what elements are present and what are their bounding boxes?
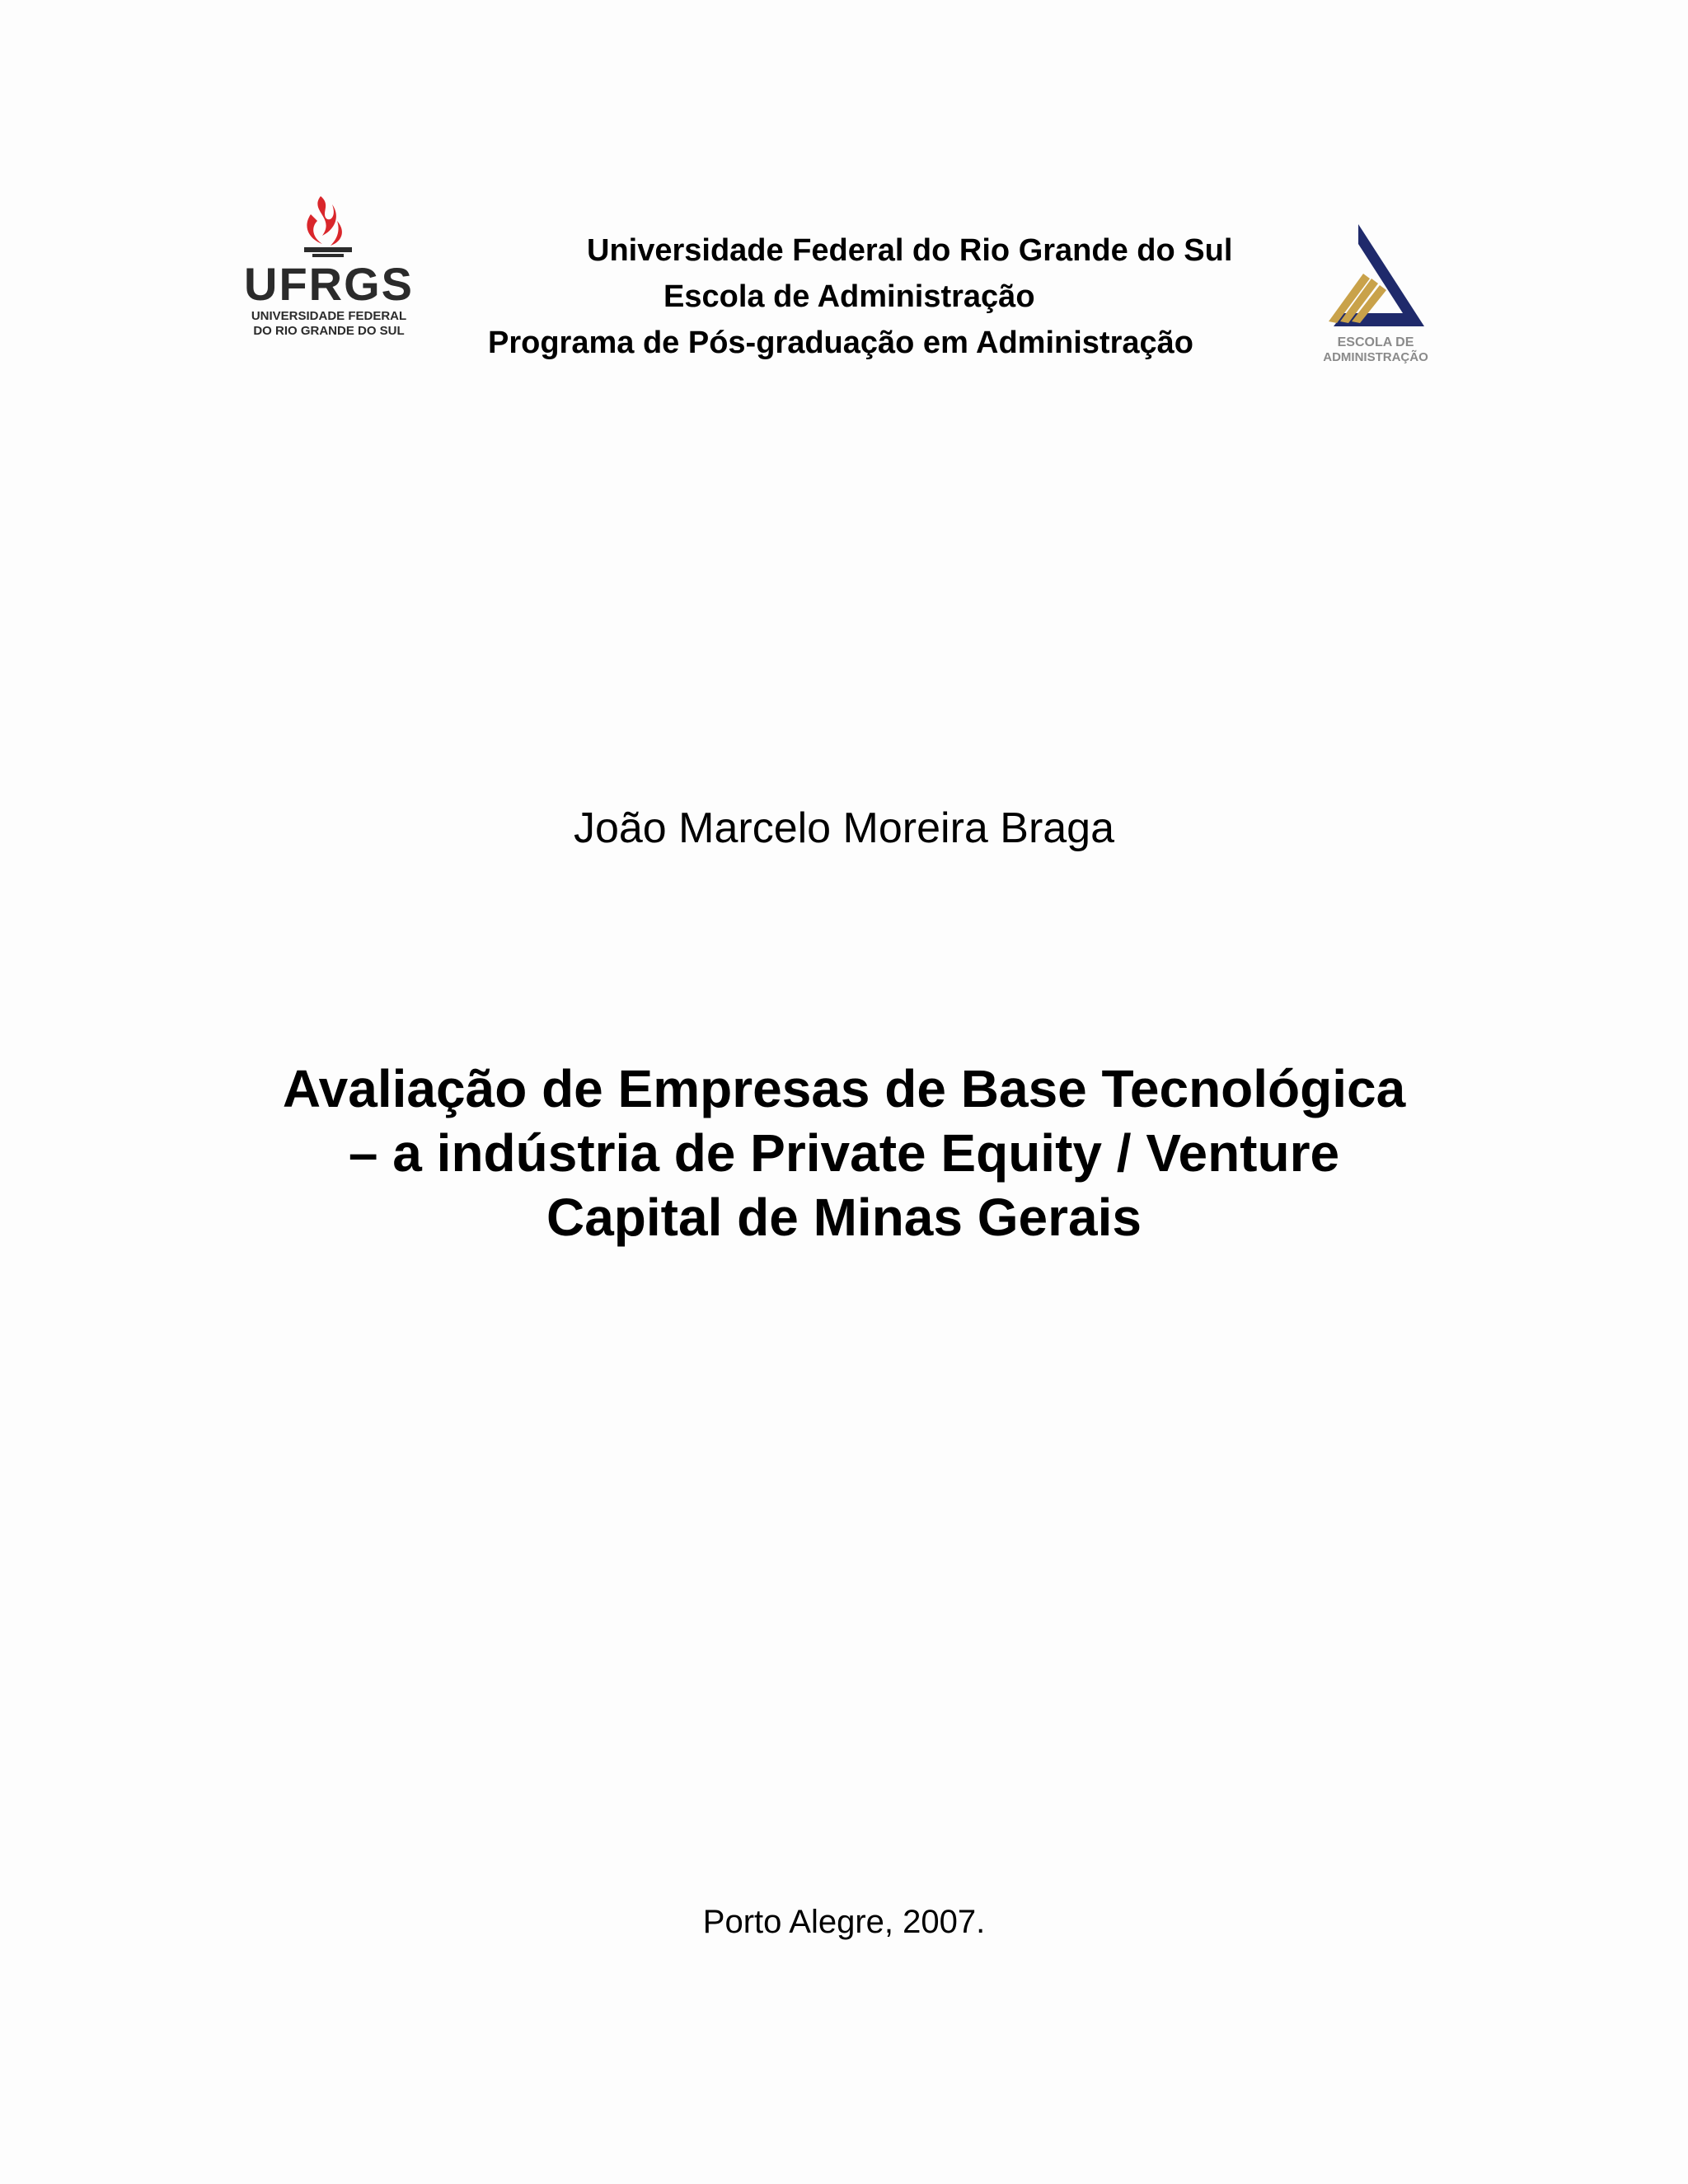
escola-logo-line-2: ADMINISTRAÇÃO [1323, 350, 1428, 364]
thesis-title [0, 1057, 1688, 1249]
ufrgs-wordmark: UFRGS [244, 258, 414, 310]
place-and-date: Porto Alegre, 2007. [702, 1904, 986, 1940]
program-name: Programa de Pós-graduação em Administração [488, 326, 1193, 360]
author-name: João Marcelo Moreira Braga [573, 804, 1115, 852]
ufrgs-subtitle-1: UNIVERSIDADE FEDERAL [251, 309, 407, 323]
ufrgs-logo [233, 193, 424, 343]
ufrgs-subtitle-2: DO RIO GRANDE DO SUL [253, 324, 405, 338]
escola-administracao-logo [1301, 221, 1451, 368]
title-line-1: Avaliação de Empresas de Base Tecnológica [282, 1059, 1406, 1118]
university-name: Universidade Federal do Rio Grande do Sul [587, 233, 1233, 268]
triangle-icon [1329, 224, 1424, 326]
escola-logo-line-1: ESCOLA DE [1337, 335, 1414, 349]
title-line-3: Capital de Minas Gerais [546, 1188, 1142, 1247]
school-name: Escola de Administração [663, 279, 1035, 314]
title-line-2: – a indústria de Private Equity / Venture [348, 1123, 1340, 1183]
flame-icon [304, 196, 352, 257]
